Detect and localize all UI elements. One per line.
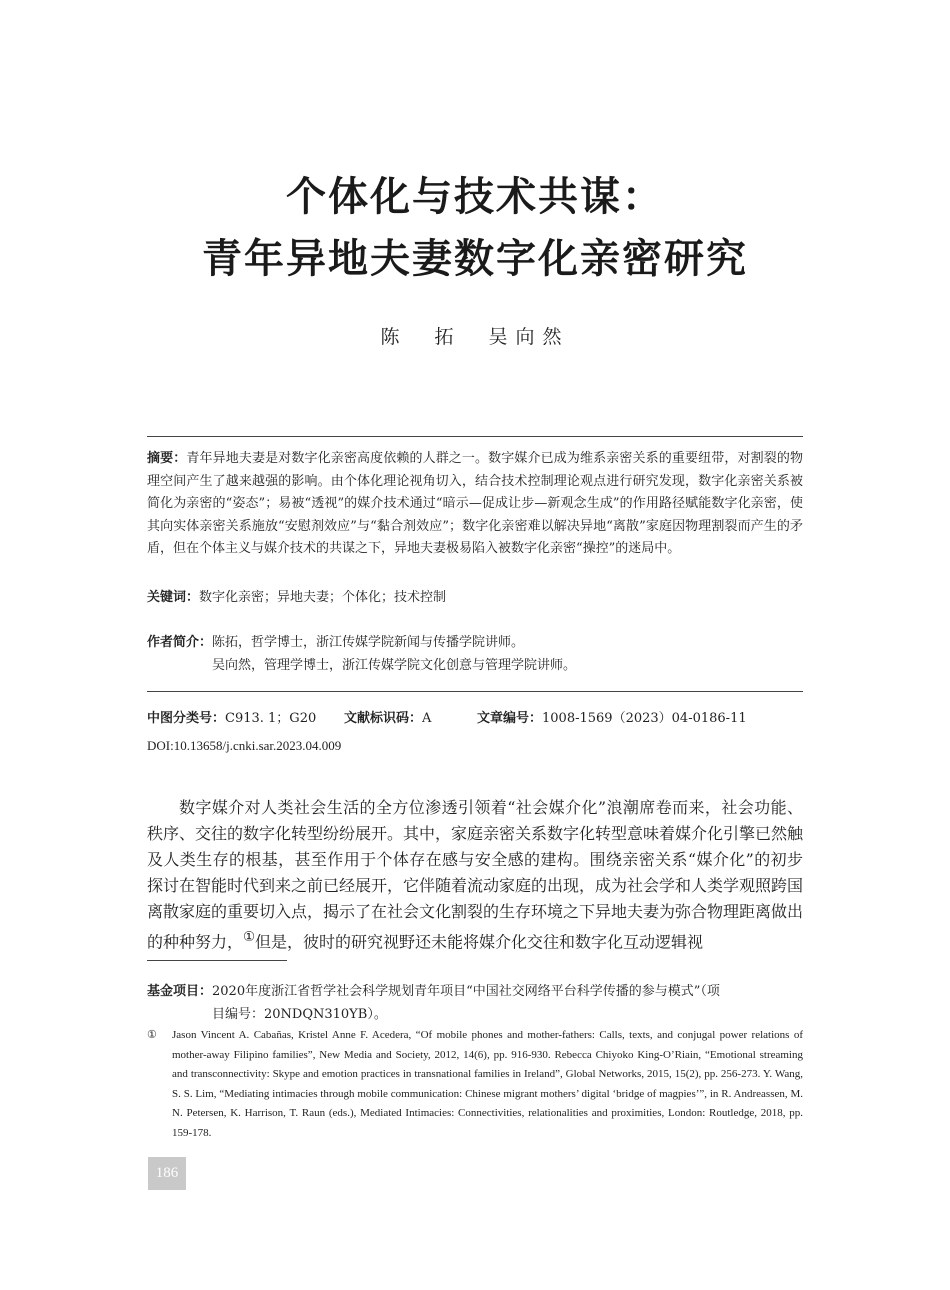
funding-label: 基金项目： xyxy=(147,984,213,999)
title-line-2: 青年异地夫妻数字化亲密研究 xyxy=(202,235,748,282)
doi: DOI:10.13658/j.cnki.sar.2023.04.009 xyxy=(147,738,342,753)
clc-value: C913. 1；G20 xyxy=(225,711,317,726)
article-value: 1008-1569（2023）04-0186-11 xyxy=(542,711,747,726)
abstract-text: 青年异地夫妻是对数字化亲密高度依赖的人群之一。数字媒介已成为维系亲密关系的重要纽带，对割裂的物理空间产生了越来越强的影响。由个体化理论视角切入，结合技术控制理论观点进行研究发现，数字化亲密关系被简化为亲密的“姿态”；易被“透视”的媒介技术通过“暗示—促成让步—新观念生成”的作用路径赋能数字化亲密，使其向实体亲密关系施放“安慰剂效应”与“黏合剂效应”；数字化亲密难以解决异地“离散”家庭因物理割裂而产生的矛盾，但在个体主义与媒介技术的共谋之下，异地夫妻极易陷入被数字化亲密“操控”的迷局中。 xyxy=(147,451,803,556)
body-text-continued: 但是，彼时的研究视野还未能将媒介化交往和数字化互动逻辑视 xyxy=(254,932,703,952)
article-number xyxy=(477,707,747,726)
author-bio xyxy=(147,632,803,677)
footnote-mark: ① xyxy=(147,1029,157,1041)
top-rule xyxy=(147,436,803,437)
author-bio-line-2: 吴向然，管理学博士，浙江传媒学院文化创意与管理学院讲师。 xyxy=(212,657,577,673)
footnote-ref: ① xyxy=(243,930,255,945)
footnote-text: Jason Vincent A. Cabañas, Kristel Anne F. Acedera, “Of mobile phones and mother-fathers: Calls, texts, and conjugal power relations of mother-away Filipino families”, New Media and Society, 2012, 14(6), pp. 916-930. Rebecca Chiyoko King-O’Riain, “Emotional streaming and transconnectivity: Skype and emotion practices in transnational families in Ireland”, Global Networks, 2015, 15(2), pp. 256-273. Y. Wang, S. S. Lim, “Mediating intimacies through mobile communication: Chinese migrant mothers’ digital ‘bridge of magpies’”, in R. Andreassen, M. N. Petersen, K. Harrison, T. Raun (eds.), Mediated Intimacies: Connectivities, relationalities and proximities, London: Routledge, 2018, pp. 159-178. xyxy=(172,1029,803,1139)
title-line-1: 个体化与技术共谋： xyxy=(286,173,664,220)
authors: 陈 拓 吴向然 xyxy=(380,326,570,348)
funding-line-2: 目编号：20NDQN310YB）。 xyxy=(212,1007,387,1022)
body-paragraph xyxy=(147,795,803,955)
abstract-label: 摘要： xyxy=(147,451,187,466)
author-bio-label: 作者简介： xyxy=(147,635,213,650)
keywords-text: 数字化亲密；异地夫妻；个体化；技术控制 xyxy=(199,590,447,605)
doc-label: 文献标识码： xyxy=(344,711,423,726)
clc-number xyxy=(147,707,316,726)
document-code xyxy=(344,707,431,726)
bottom-rule xyxy=(147,691,803,692)
page-number: 186 xyxy=(148,1157,186,1190)
doc-value: A xyxy=(422,711,432,726)
keywords xyxy=(147,587,803,610)
funding-line-1: 2020年度浙江省哲学社会科学规划青年项目“中国社交网络平台科学传播的参与模式”（项 xyxy=(212,984,720,999)
footnote xyxy=(147,1026,803,1143)
abstract xyxy=(147,448,803,561)
body-text: 数字媒介对人类社会生活的全方位渗透引领着“社会媒介化”浪潮席卷而来，社会功能、秩序、交往的数字化转型纷纷展开。其中，家庭亲密关系数字化转型意味着媒介化引擎已然触及人类生存的根基，甚至作用于个体存在感与安全感的建构。围绕亲密关系“媒介化”的初步探讨在智能时代到来之前已经展开，它伴随着流动家庭的出现，成为社会学和人类学观照跨国离散家庭的重要切入点，揭示了在社会文化割裂的生存环境之下异地夫妻为弥合物理距离做出的种种努力， xyxy=(147,798,804,952)
author-bio-line-1: 陈拓，哲学博士，浙江传媒学院新闻与传播学院讲师。 xyxy=(212,635,525,650)
clc-label: 中图分类号： xyxy=(147,711,226,726)
funding xyxy=(147,980,803,1026)
keywords-label: 关键词： xyxy=(147,590,200,605)
footnote-rule xyxy=(147,960,287,961)
article-label: 文章编号： xyxy=(477,711,543,726)
